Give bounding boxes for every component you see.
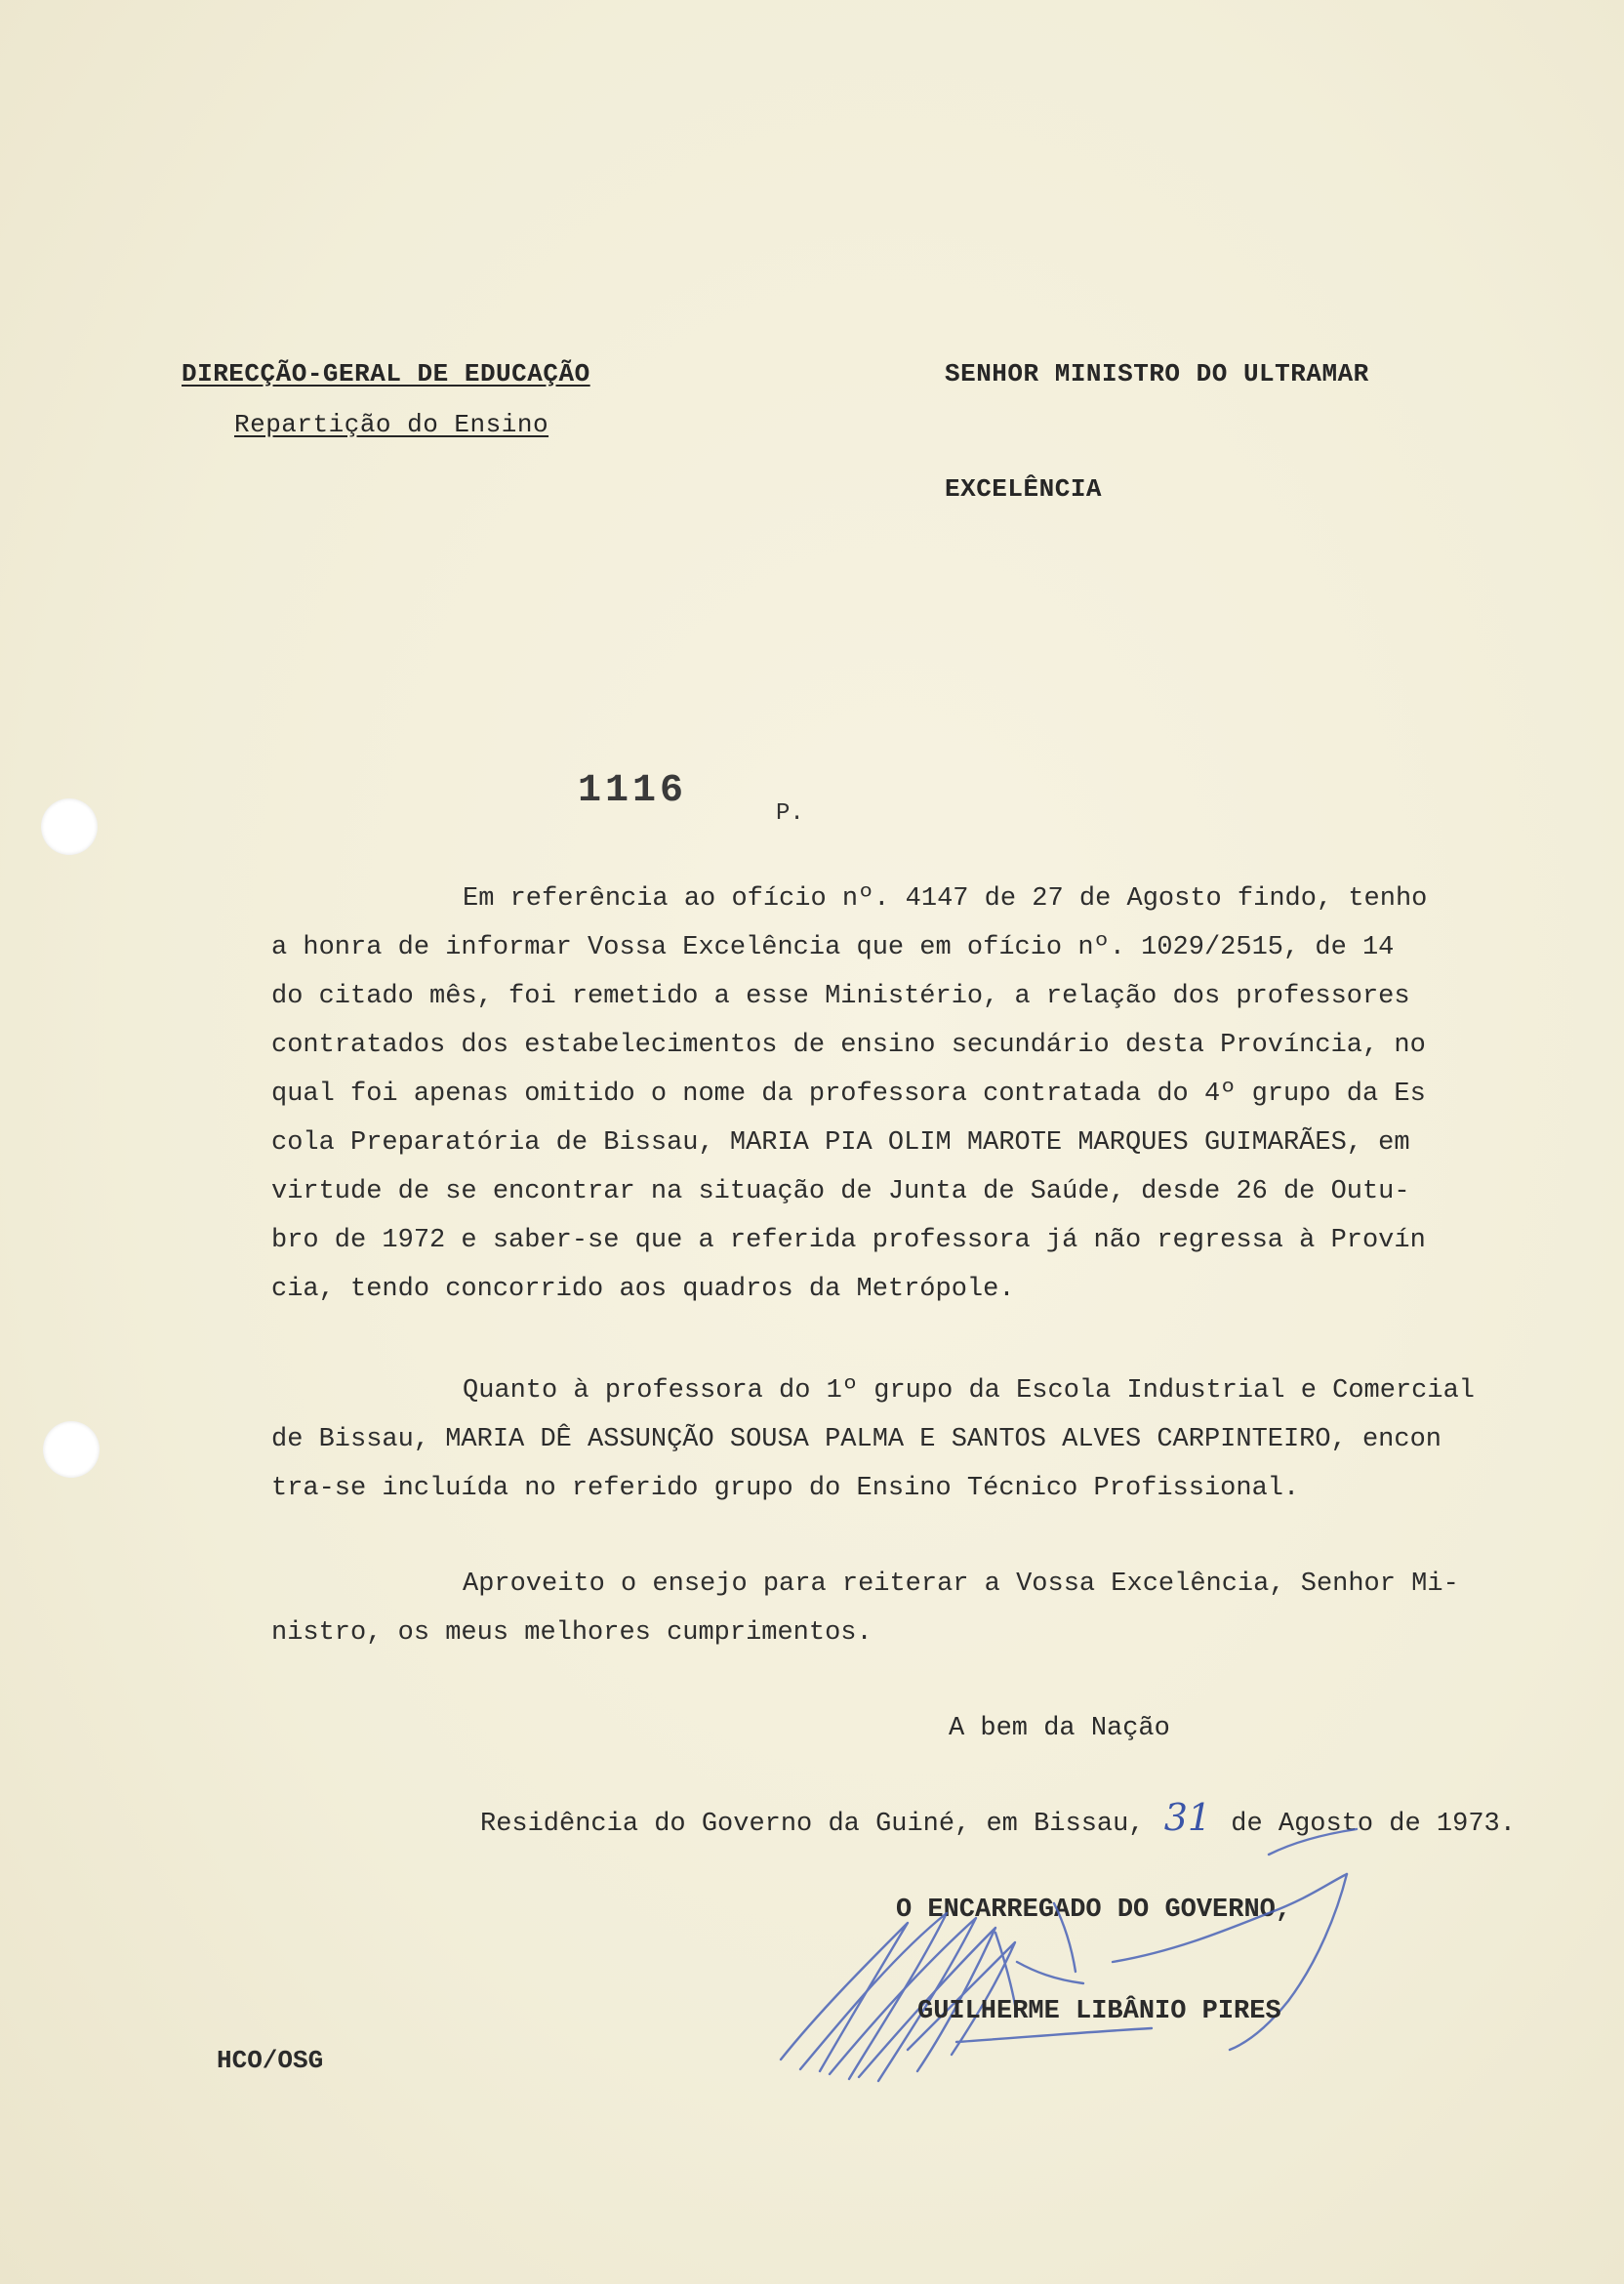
- text-line: bro de 1972 e saber-se que a referida professora já não regressa à Provín: [271, 1226, 1426, 1255]
- subdepartment-heading: Repartição do Ensino: [234, 410, 549, 439]
- text-line: Em referência ao ofício nº. 4147 de 27 de Agosto findo, tenho: [463, 884, 1428, 914]
- text-line: contratados dos estabelecimentos de ensino secundário desta Província, no: [271, 1031, 1426, 1060]
- signer-name: GUILHERME LIBÂNIO PIRES: [917, 1997, 1281, 2026]
- text-line: Aproveito o ensejo para reiterar a Vossa Excelência, Senhor Mi-: [463, 1570, 1459, 1599]
- text-line: do citado mês, foi remetido a esse Ministério, a relação dos professores: [271, 982, 1410, 1011]
- text-line: Quanto à professora do 1º grupo da Escola Industrial e Comercial: [463, 1376, 1475, 1406]
- department-heading: DIRECÇÃO-GERAL DE EDUCAÇÃO: [182, 359, 590, 388]
- text-line: cia, tendo concorrido aos quadros da Metrópole.: [271, 1275, 1015, 1304]
- body-paragraph-1: [271, 875, 1579, 1314]
- handwritten-day: 31: [1163, 1796, 1212, 1839]
- reference-number: 1116: [578, 769, 688, 813]
- body-paragraph-2: [271, 1366, 1579, 1513]
- text-line: nistro, os meus melhores cumprimentos.: [271, 1618, 873, 1648]
- signer-title: O ENCARREGADO DO GOVERNO,: [896, 1896, 1292, 1925]
- place-prefix: Residência do Governo da Guiné, em Bissau,: [480, 1810, 1145, 1839]
- text-line: qual foi apenas omitido o nome da professora contratada do 4º grupo da Es: [271, 1080, 1426, 1109]
- text-line: de Bissau, MARIA DÊ ASSUNÇÃO SOUSA PALMA E SANTOS ALVES CARPINTEIRO, encon: [271, 1425, 1441, 1454]
- punch-hole-bottom: [43, 1421, 100, 1478]
- punch-hole-top: [41, 798, 98, 855]
- date-suffix: de Agosto de 1973.: [1231, 1810, 1516, 1839]
- text-line: cola Preparatória de Bissau, MARIA PIA OLIM MAROTE MARQUES GUIMARÃES, em: [271, 1128, 1410, 1158]
- reference-initials: HCO/OSG: [217, 2046, 324, 2075]
- text-line: a honra de informar Vossa Excelência que em ofício nº. 1029/2515, de 14: [271, 933, 1395, 962]
- salutation: EXCELÊNCIA: [945, 474, 1103, 504]
- reference-letter: P.: [776, 800, 804, 827]
- handwritten-signature: [761, 1815, 1405, 2099]
- addressee: SENHOR MINISTRO DO ULTRAMAR: [945, 359, 1369, 388]
- text-line: tra-se incluída no referido grupo do Ensino Técnico Profissional.: [271, 1474, 1300, 1503]
- body-paragraph-3: [271, 1560, 1579, 1657]
- text-line: virtude de se encontrar na situação de Junta de Saúde, desde 26 de Outu-: [271, 1177, 1410, 1206]
- closing-motto: A bem da Nação: [949, 1714, 1170, 1743]
